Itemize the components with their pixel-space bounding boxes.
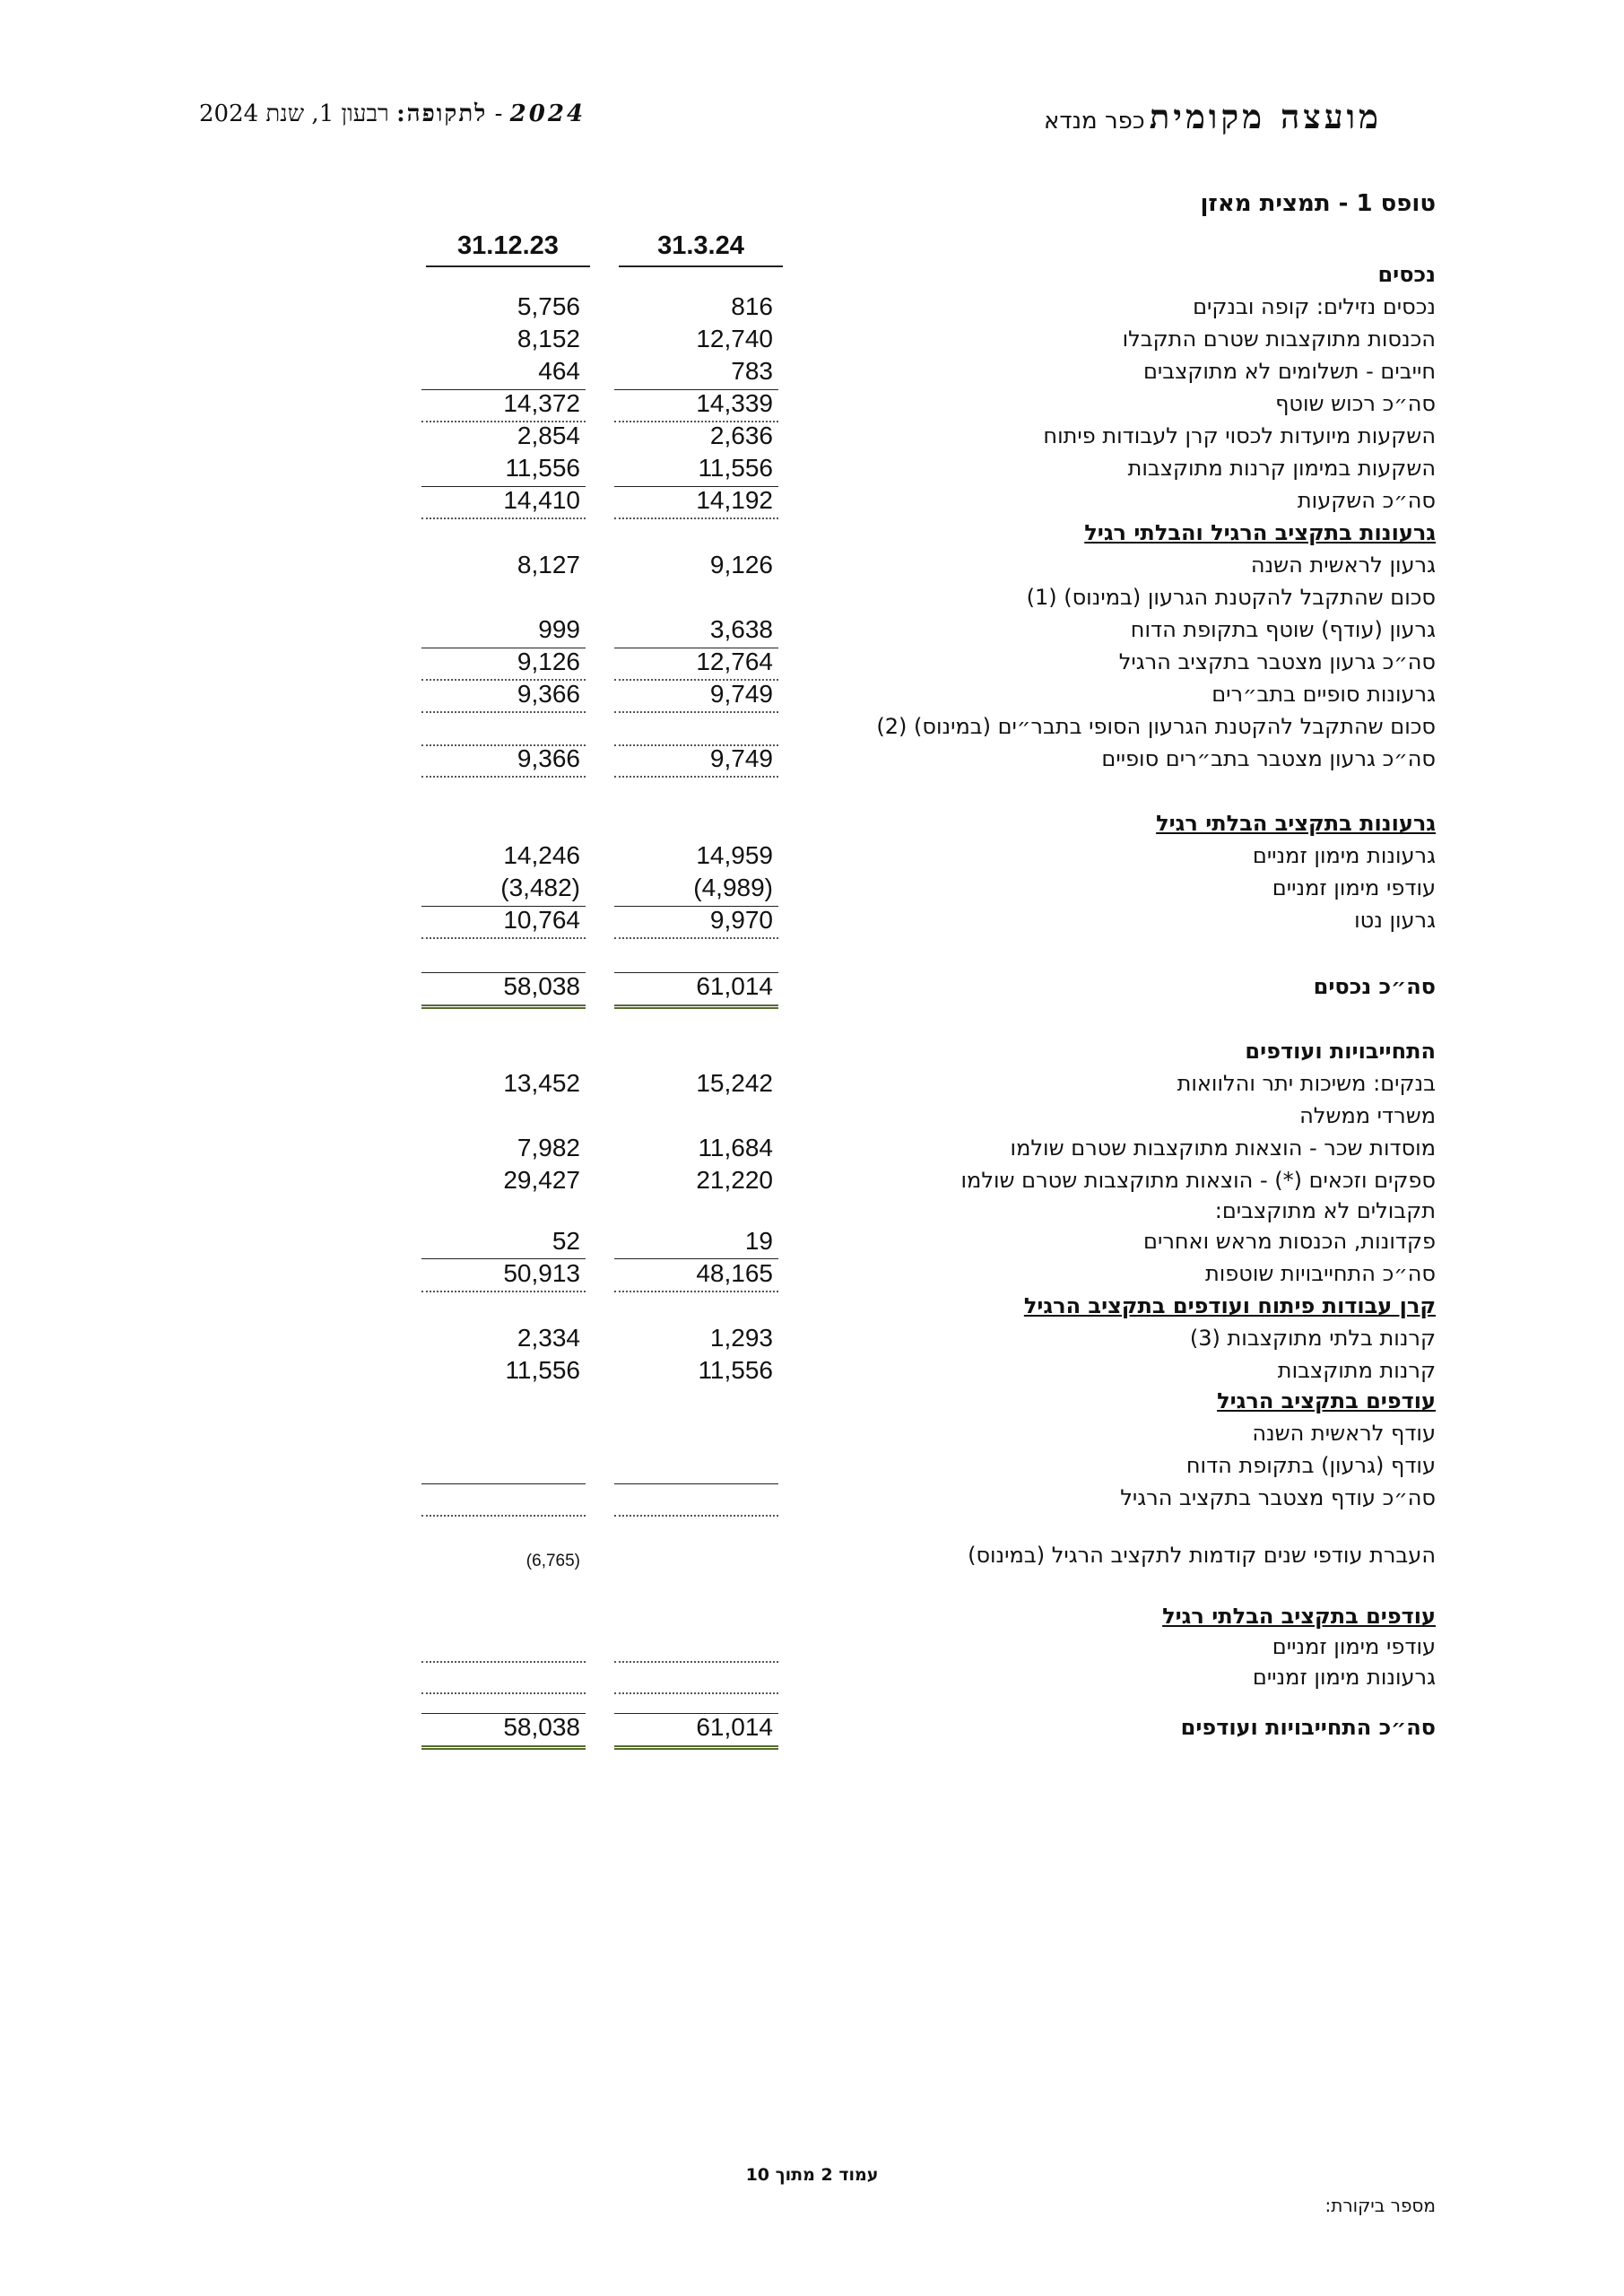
double-rule-line [421,1004,586,1009]
rule-line [421,1258,586,1259]
table-row [0,1661,1624,1693]
section-liabilities [0,1035,1624,1067]
value-current: 9,970 [709,906,773,934]
rule-line [421,486,586,487]
rule-line [421,1483,586,1484]
council-header [1044,97,1382,137]
rule-line [421,776,586,778]
table-row [0,1100,1624,1132]
period-value: רבעון 1, שנת 2024 [199,100,389,127]
value-previous: 9,366 [517,680,580,708]
row-label: קרנות בלתי מתוקצבות (3) [1189,1326,1436,1351]
rule-line [421,937,586,939]
rule-line [421,1515,586,1517]
rule-line [614,1661,778,1663]
value-previous: 2,334 [517,1324,580,1352]
value-current: 11,556 [698,1356,773,1384]
rule-line [421,711,586,713]
double-rule-line [421,1745,586,1750]
rule-line [614,776,778,778]
row-label: העברת עודפי שנים קודמות לתקציב הרגיל (במינוס) [968,1543,1436,1568]
value-current: 61,014 [696,1713,773,1741]
value-current: 48,165 [696,1259,773,1287]
table-row [0,452,1624,484]
double-rule-line [614,1745,778,1750]
value-current: (4,989) [693,874,773,901]
table-row [0,1539,1624,1571]
row-label: עודפים בתקציב הרגיל [1217,1388,1436,1413]
value-previous: 11,556 [505,1356,580,1384]
column-header-current: 31.3.24 [619,231,783,267]
council-name: מועצה מקומית [1149,97,1382,136]
rule-line [421,744,586,746]
row-label: סה״כ נכסים [1313,974,1436,999]
row-label: נכסים [1377,262,1436,287]
section-dev-fund [0,1290,1624,1322]
table-row [0,1067,1624,1100]
row-label: עודף לראשית השנה [1252,1421,1436,1446]
subtotal-row [0,1482,1624,1514]
rule-line [614,517,778,519]
table-row [0,1631,1624,1663]
total-liabilities-row [0,1711,1624,1744]
table-row [0,1225,1624,1257]
rule-line [614,744,778,746]
value-previous: 8,127 [517,551,580,578]
subtotal-row [0,743,1624,775]
value-previous: 29,427 [503,1166,580,1194]
rule-line [614,1713,778,1714]
rule-line [614,486,778,487]
row-label: משרדי ממשלה [1299,1103,1436,1128]
row-label: גרעונות סופיים בתב״רים [1211,682,1436,707]
value-current: 14,339 [696,389,773,417]
report-year: 2024 [509,100,586,127]
table-row [0,1164,1624,1196]
rule-line [614,389,778,390]
row-label: גרעונות מימון זמניים [1252,1665,1436,1690]
value-current: 2,636 [709,422,773,449]
value-current: 19 [744,1227,773,1255]
table-row [0,710,1624,743]
rule-line [421,421,586,422]
subtotal-row [0,904,1624,936]
row-label: מוסדות שכר - הוצאות מתוקצבות שטרם שולמו [1010,1135,1436,1161]
row-label: חייבים - תשלומים לא מתוקצבים [1142,359,1436,384]
row-label: הכנסות מתוקצבות שטרם התקבלו [1122,326,1436,352]
rule-line [614,1483,778,1484]
value-previous: 7,982 [517,1134,580,1161]
row-label: עודפים בתקציב הבלתי רגיל [1162,1604,1436,1629]
row-label: בנקים: משיכות יתר והלוואות [1177,1071,1436,1096]
row-label: גרעונות בתקציב הרגיל והבלתי רגיל [1084,520,1436,545]
village-name: כפר מנדא [1044,108,1145,135]
value-previous: 999 [538,615,580,643]
row-label: סה״כ רכוש שוטף [1275,391,1436,416]
row-label: סה״כ גרעון מצטבר בתב״רים סופיים [1101,746,1436,771]
table-row [0,1449,1624,1482]
rule-line [614,937,778,939]
value-current: 9,126 [709,551,773,578]
row-label: השקעות במימון קרנות מתוקצבות [1127,456,1436,481]
table-row [0,613,1624,646]
value-previous: 14,246 [503,841,580,869]
row-label: סה״כ התחייבויות ועודפים [1180,1715,1436,1740]
table-row [0,678,1624,710]
value-previous: 9,126 [517,648,580,675]
subtotal-row [0,1257,1624,1290]
row-label: קרן עבודות פיתוח ועודפים בתקציב הרגיל [1023,1293,1436,1318]
table-row [0,355,1624,387]
table-row [0,839,1624,872]
value-current: 816 [731,292,773,320]
table-row [0,291,1624,323]
value-previous: 50,913 [503,1259,580,1287]
rule-line [614,1258,778,1259]
value-current: 12,740 [696,325,773,352]
header-separator: - [494,100,503,127]
rule-line [421,1661,586,1663]
value-current: 12,764 [696,648,773,675]
section-regular-surplus [0,1385,1624,1417]
row-label: גרעונות בתקציב הבלתי רגיל [1156,811,1436,836]
period-label: לתקופה: [396,100,488,127]
value-current: 14,959 [696,841,773,869]
row-label: סה״כ התחייבויות שוטפות [1204,1261,1436,1286]
column-header-previous: 31.12.23 [426,231,590,267]
row-label: סכום שהתקבל להקטנת הגרעון (במינוס) (1) [1026,585,1436,610]
value-previous: 5,756 [517,292,580,320]
table-row [0,1417,1624,1449]
row-label: סה״כ עודף מצטבר בתקציב הרגיל [1120,1485,1436,1510]
value-previous: (6,765) [525,1552,580,1570]
row-label: עודפי מימון זמניים [1272,875,1436,900]
value-previous: 52 [551,1227,580,1255]
rule-line [614,1515,778,1517]
row-label: ספקים וזכאים (*) - הוצאות מתוקצבות שטרם שולמו [960,1168,1436,1193]
row-label: עודף (גרעון) בתקופת הדוח [1185,1453,1436,1478]
value-previous: 10,764 [503,906,580,934]
value-previous: 58,038 [503,1713,580,1741]
section-deficits [0,517,1624,549]
subtotal-row [0,387,1624,420]
row-label: גרעונות מימון זמניים [1252,843,1436,868]
section-assets [0,258,1624,291]
table-row [0,323,1624,355]
row-label: עודפי מימון זמניים [1272,1634,1436,1659]
rule-line [421,679,586,681]
rule-line [421,517,586,519]
table-row [0,1195,1624,1227]
section-irregular-deficits [0,807,1624,839]
subtotal-row [0,646,1624,678]
value-previous: 2,854 [517,422,580,449]
value-current: 9,749 [709,680,773,708]
rule-line [421,1713,586,1714]
total-assets-row [0,970,1624,1003]
value-current: 3,638 [709,615,773,643]
value-current: 11,684 [698,1134,773,1161]
table-row [0,420,1624,452]
table-row [0,1322,1624,1354]
value-current: 61,014 [696,972,773,1000]
rule-line [421,1291,586,1292]
rule-line [614,1291,778,1292]
row-label: גרעון לראשית השנה [1250,552,1436,578]
row-label: השקעות מיועדות לכסוי קרן לעבודות פיתוח [1043,423,1436,448]
value-previous: 14,410 [503,486,580,514]
row-label: סה״כ גרעון מצטבר בתקציב הרגיל [1118,649,1436,674]
rule-line [421,1692,586,1694]
rule-line [421,389,586,390]
row-label: תקבולים לא מתוקצבים: [1214,1198,1436,1223]
row-label: קרנות מתוקצבות [1277,1358,1436,1383]
form-title: טופס 1 - תמצית מאזן [1200,190,1436,217]
value-current: 11,556 [698,454,773,482]
rule-line [421,906,586,907]
row-label: סה״כ השקעות [1297,488,1436,513]
value-previous: 13,452 [503,1069,580,1097]
value-current: 15,242 [696,1069,773,1097]
audit-number-label: מספר ביקורת: [1324,2195,1436,2216]
rule-line [614,421,778,422]
row-label: נכסים נזילים: קופה ובנקים [1193,294,1436,319]
value-previous: 14,372 [503,389,580,417]
row-label: התחייבויות ועודפים [1245,1039,1436,1064]
value-previous: 58,038 [503,972,580,1000]
value-previous: 9,366 [517,744,580,772]
rule-line [614,1692,778,1694]
value-previous: 464 [538,357,580,385]
rule-line [614,679,778,681]
rule-line [421,972,586,973]
rule-line [614,972,778,973]
rule-line [614,711,778,713]
row-label: גרעון נטו [1354,908,1436,933]
subtotal-row [0,484,1624,517]
double-rule-line [614,1004,778,1009]
row-label: סכום שהתקבל להקטנת הגרעון הסופי בתבר״ים (במינוס) (2) [876,714,1436,739]
value-current: 21,220 [696,1166,773,1194]
section-irregular-surplus [0,1600,1624,1632]
row-label: פקדונות, הכנסות מראש ואחרים [1143,1229,1436,1254]
table-row [0,872,1624,904]
value-current: 14,192 [696,486,773,514]
value-previous: 11,556 [505,454,580,482]
table-row [0,1354,1624,1387]
page-number: עמוד 2 מתוך 10 [745,2165,879,2185]
period-header [199,100,586,127]
table-row [0,1132,1624,1164]
value-current: 1,293 [709,1324,773,1352]
rule-line [614,906,778,907]
table-row [0,549,1624,581]
value-current: 9,749 [709,744,773,772]
row-label: גרעון (עודף) שוטף בתקופת הדוח [1130,617,1436,642]
table-row [0,581,1624,613]
value-previous: (3,482) [500,874,580,901]
value-previous: 8,152 [517,325,580,352]
value-current: 783 [731,357,773,385]
